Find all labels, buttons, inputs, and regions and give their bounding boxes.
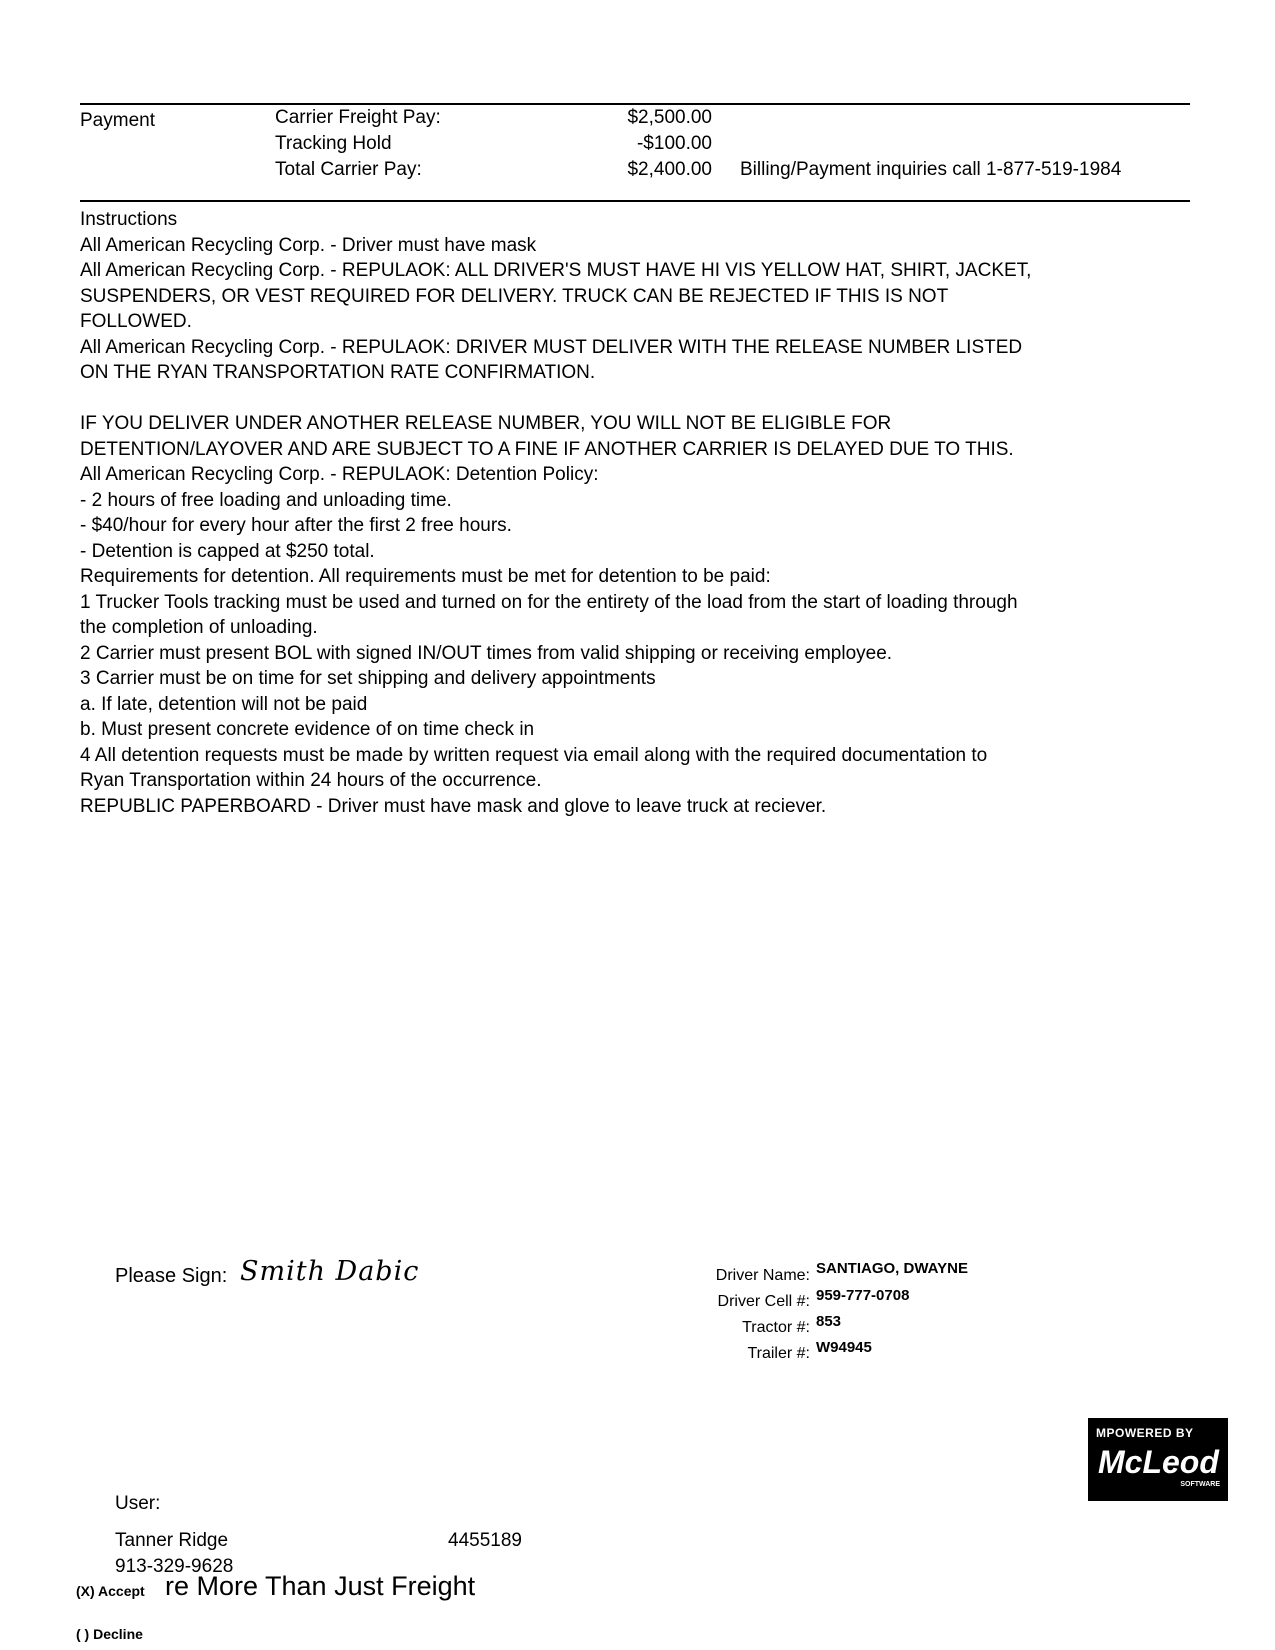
instruction-line: Requirements for detention. All requirements must be met for detention to be paid: (80, 566, 771, 587)
logo-sub: SOFTWARE (1180, 1481, 1220, 1488)
instruction-line: FOLLOWED. (80, 311, 192, 332)
instruction-line: IF YOU DELIVER UNDER ANOTHER RELEASE NUMBER, YOU WILL NOT BE ELIGIBLE FOR (80, 413, 892, 434)
instruction-line: REPUBLIC PAPERBOARD - Driver must have mask and glove to leave truck at reciever. (80, 795, 827, 817)
instruction-line: All American Recycling Corp. - REPULAOK: DRIVER MUST DELIVER WITH THE RELEASE NUMBER LISTED (80, 336, 1023, 358)
instruction-line: 1 Trucker Tools tracking must be used and turned on for the entirety of the load from the start of loading through (80, 591, 1018, 613)
payment-row-label: Total Carrier Pay: (275, 159, 422, 180)
instruction-line: 3 Carrier must be on time for set shipping and delivery appointments (80, 668, 656, 689)
signature-label: Please Sign: (115, 1265, 228, 1287)
user-label: User: (115, 1493, 161, 1514)
payment-section-label: Payment (80, 110, 155, 131)
instruction-line: - Detention is capped at $250 total. (80, 540, 375, 562)
slogan-text: re More Than Just Freight (165, 1571, 476, 1601)
logo-brand: McLeod (1098, 1444, 1219, 1480)
instruction-line: the completion of unloading. (80, 617, 318, 638)
tractor-value: 853 (816, 1313, 842, 1330)
payment-row-label: Tracking Hold (275, 133, 392, 154)
instruction-line: SUSPENDERS, OR VEST REQUIRED FOR DELIVERY. TRUCK CAN BE REJECTED IF THIS IS NOT (80, 285, 949, 307)
logo-top-text: MPOWERED BY (1096, 1426, 1194, 1440)
middle-divider (80, 200, 1190, 202)
instruction-line: DETENTION/LAYOVER AND ARE SUBJECT TO A FINE IF ANOTHER CARRIER IS DELAYED DUE TO THIS. (80, 438, 1014, 460)
instructions-block (80, 207, 1200, 819)
instruction-line: b. Must present concrete evidence of on time check in (80, 719, 535, 740)
trailer-label: Trailer #: (747, 1345, 810, 1362)
driver-cell-value: 959-777-0708 (816, 1287, 910, 1304)
instruction-line: a. If late, detention will not be paid (80, 693, 368, 715)
tractor-label: Tractor #: (742, 1319, 810, 1336)
driver-name-label: Driver Name: (715, 1267, 810, 1284)
driver-name-value: SANTIAGO, DWAYNE (816, 1260, 968, 1277)
accept-option[interactable]: (X) Accept (76, 1583, 145, 1599)
payment-row-amount: $2,400.00 (627, 159, 712, 180)
instruction-line: 2 Carrier must present BOL with signed IN/OUT times from valid shipping or receiving employee. (80, 642, 893, 664)
signature-value[interactable]: Smith Dabic (240, 1256, 420, 1287)
instruction-line: All American Recycling Corp. - REPULAOK: ALL DRIVER'S MUST HAVE HI VIS YELLOW HAT, SHIRT, JACKET, (80, 260, 1032, 281)
instruction-line: 4 All detention requests must be made by written request via email along with the required documentation to (80, 744, 988, 766)
user-number: 4455189 (448, 1530, 522, 1551)
instruction-line: All American Recycling Corp. - REPULAOK: Detention Policy: (80, 464, 599, 485)
instructions-heading: Instructions (80, 209, 178, 230)
mcleod-logo (1088, 1418, 1228, 1501)
instruction-line: - 2 hours of free loading and unloading time. (80, 489, 452, 511)
instruction-line: ON THE RYAN TRANSPORTATION RATE CONFIRMATION. (80, 362, 596, 383)
instruction-line: All American Recycling Corp. - Driver must have mask (80, 234, 537, 256)
payment-row-label: Carrier Freight Pay: (275, 107, 441, 128)
payment-row-amount: $2,500.00 (627, 107, 712, 128)
trailer-value: W94945 (816, 1339, 872, 1356)
instruction-line: - $40/hour for every hour after the first 2 free hours. (80, 515, 512, 536)
decline-option[interactable]: ( ) Decline (76, 1626, 143, 1642)
user-phone: 913-329-9628 (115, 1556, 234, 1577)
driver-cell-label: Driver Cell #: (717, 1293, 810, 1310)
billing-inquiry: Billing/Payment inquiries call 1-877-519-1984 (740, 159, 1122, 180)
instruction-line: Ryan Transportation within 24 hours of the occurrence. (80, 770, 542, 791)
user-name: Tanner Ridge (115, 1530, 229, 1551)
payment-row-amount: -$100.00 (636, 133, 712, 154)
instruction-line (80, 386, 1200, 412)
